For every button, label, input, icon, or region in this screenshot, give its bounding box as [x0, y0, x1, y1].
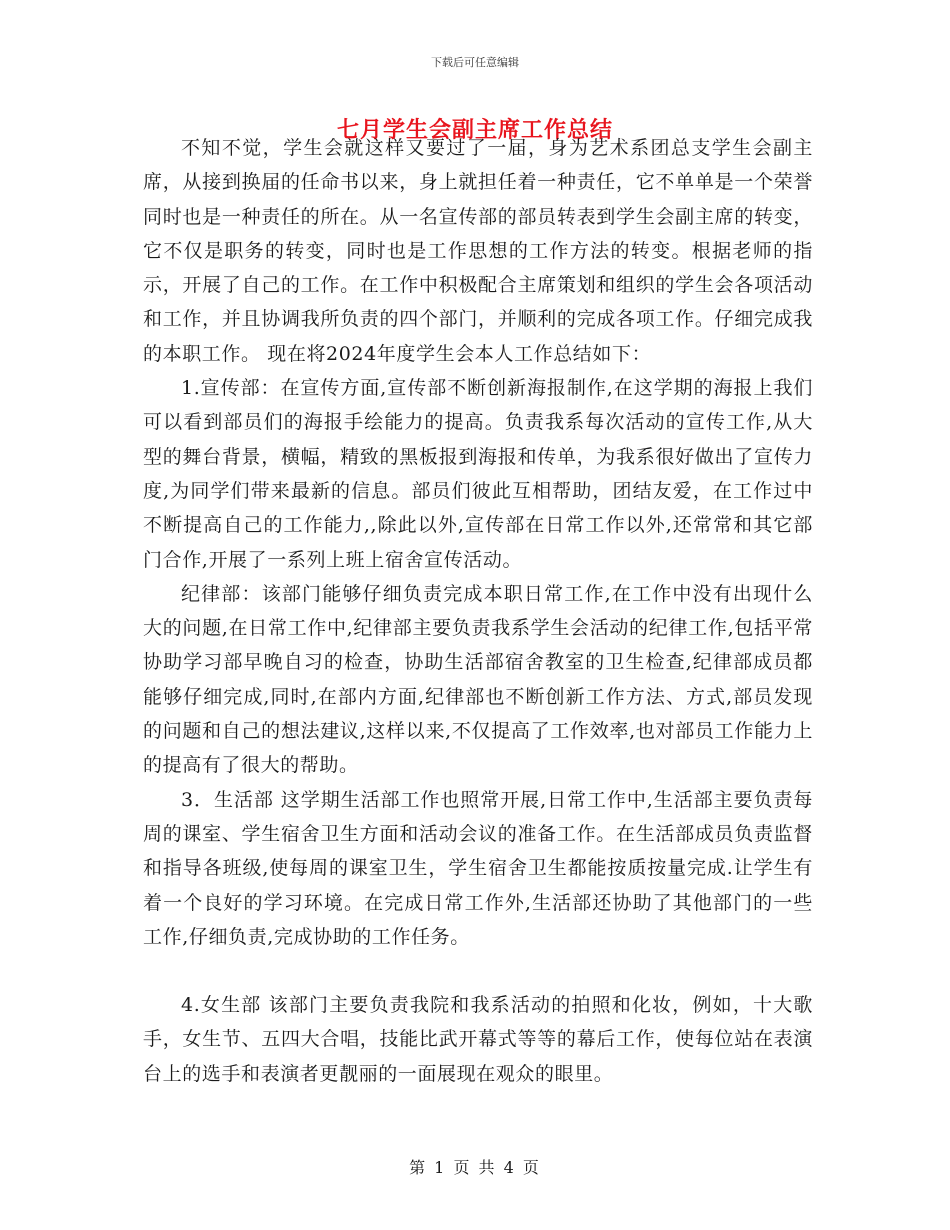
document-body [143, 131, 813, 1091]
life-dept-paragraph: 3．生活部 这学期生活部工作也照常开展,日常工作中,生活部主要负责每周的课室、学生宿舍卫生方面和活动会议的准备工作。在生活部成员负责监督和指导各班级,使每周的课室卫生，学生宿舍卫生都能按质按量完成.让学生有着一个良好的学习环境。在完成日常工作外,生活部还协助了其他部门的一些工作,仔细负责,完成协助的工作任务。 [143, 788, 813, 948]
publicity-dept-paragraph: 1.宣传部：在宣传方面,宣传部不断创新海报制作,在这学期的海报上我们可以看到部员们的海报手绘能力的提高。负责我系每次活动的宣传工作,从大型的舞台背景，横幅，精致的黑板报到海报和传单，为我系很好做出了宣传力度,为同学们带来最新的信息。部员们彼此互相帮助，团结友爱，在工作过中不断提高自己的工作能力,,除此以外,宣传部在日常工作以外,还常常和其它部门合作,开展了一系列上班上宿舍宣传活动。 [143, 377, 813, 571]
page-number-footer: 第 1 页 共 4 页 [409, 1158, 541, 1177]
intro-paragraph: 不知不觉，学生会就这样又要过了一届，身为艺术系团总支学生会副主席，从接到换届的任命书以来，身上就担任着一种责任，它不单单是一个荣誉同时也是一种责任的所在。从一名宣传部的部员转表到学生会副主席的转变，它不仅是职务的转变，同时也是工作思想的工作方法的转变。根据老师的指示，开展了自己的工作。在工作中积极配合主席策划和组织的学生会各项活动和工作，并且协调我所负责的四个部门，并顺利的完成各项工作。仔细完成我的本职工作。 现在将2024年度学生会本人工作总结如下： [143, 137, 813, 365]
page-header-note: 下载后可任意编辑 [431, 56, 519, 69]
discipline-dept-paragraph: 纪律部：该部门能够仔细负责完成本职日常工作,在工作中没有出现什么大的问题,在日常工作中,纪律部主要负责我系学生会活动的纪律工作,包括平常协助学习部早晚自习的检查，协助生活部宿舍教室的卫生检查,纪律部成员都能够仔细完成,同时,在部内方面,纪律部也不断创新工作方法、方式,部员发现的问题和自己的想法建议,这样以来,不仅提高了工作效率,也对部员工作能力上的提高有了很大的帮助。 [143, 582, 813, 777]
female-dept-paragraph: 4.女生部 该部门主要负责我院和我系活动的拍照和化妆，例如，十大歌手，女生节、五四大合唱，技能比武开幕式等等的幕后工作，使每位站在表演台上的选手和表演者更靓丽的一面展现在观众的眼里。 [143, 994, 813, 1085]
document-title: 七月学生会副主席工作总结 [336, 117, 613, 143]
